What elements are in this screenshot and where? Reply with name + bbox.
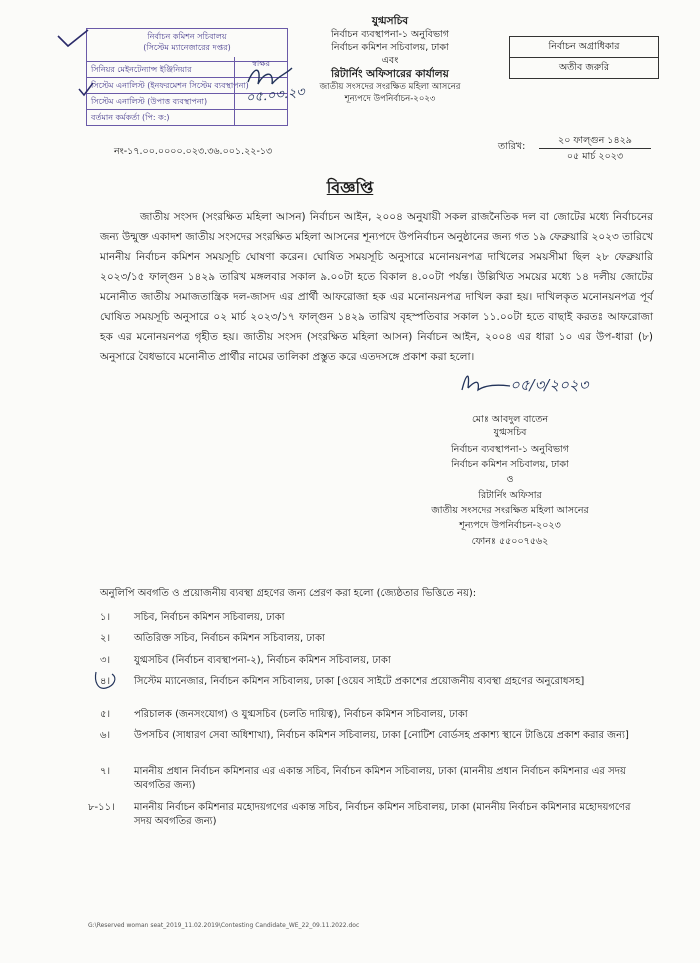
date-divider — [539, 148, 651, 149]
priority-box — [509, 36, 659, 79]
office-header — [290, 14, 490, 105]
signature-date: ০৫/৩/২০২৩ — [510, 376, 589, 394]
header-line: নির্বাচন ব্যবস্থাপনা-১ অনুবিভাগ — [330, 29, 450, 40]
list-text: অতিরিক্ত সচিব, নির্বাচন কমিশন সচিবালয়, ঢাকা — [134, 633, 325, 644]
list-number: ৬। — [100, 730, 111, 741]
list-text: সিস্টেম ম্যানেজার, নির্বাচন কমিশন সচিবালয়, ঢাকা [ওয়েব সাইটে প্রকাশের প্রয়োজনীয় ব্যবস্থা গ্রহণের অনুরোধসহ] — [134, 676, 585, 687]
header-line: এবং — [381, 55, 399, 66]
signature-scribble — [454, 368, 514, 396]
header-designation: যুগ্মসচিব — [371, 15, 409, 27]
list-text: মাননীয় নির্বাচন কমিশনার মহোদয়গণের একান্ত সচিব, নির্বাচন কমিশন সচিবালয়, ঢাকা (মাননীয় নির্বাচন কমিশনার মহোদয়গণের সদয় অবগতির জন্য) — [134, 802, 631, 827]
list-number: ৩। — [100, 655, 111, 666]
list-number: ২। — [100, 633, 111, 644]
list-number: ৪। — [100, 676, 111, 687]
list-text: যুগ্মসচিব (নির্বাচন ব্যবস্থাপনা-২), নির্বাচন কমিশন সচিবালয়, ঢাকা — [134, 655, 391, 666]
urgent-label: অতীব জরুরি — [510, 57, 658, 78]
footer-file-path: G:\Reserved woman seat_2019_11.02.2019\Contesting Candidate_WE_22_09.11.2022.doc — [88, 922, 360, 929]
date-label: তারিখ: — [498, 141, 526, 152]
header-line: জাতীয় সংসদের সংরক্ষিত মহিলা আসনের — [319, 82, 461, 92]
signatory-line: শূন্যপদে উপনির্বাচন-২০২৩ — [459, 520, 561, 531]
pen-mark — [92, 668, 122, 694]
signatory-line: নির্বাচন কমিশন সচিবালয়, ঢাকা — [451, 459, 569, 470]
signatory-line: নির্বাচন ব্যবস্থাপনা-১ অনুবিভাগ — [450, 444, 570, 455]
signatory-line: রিটার্নিং অফিসার — [478, 490, 542, 501]
signatory-phone: ফোনঃ ৫৫০০৭৫৬২ — [471, 536, 549, 547]
header-line: শূন্যপদে উপনির্বাচন-২০২৩ — [344, 94, 436, 104]
check-mark-icon — [56, 28, 90, 50]
list-number: ৫। — [100, 709, 111, 720]
distribution-intro: অনুলিপি অবগতি ও প্রয়োজনীয় ব্যবস্থা গ্রহণের জন্য প্রেরণ করা হলো (জ্যেষ্ঠতার ভিত্তিতে নয়): — [100, 588, 477, 599]
notice-title: বিজ্ঞপ্তি — [326, 178, 374, 197]
priority-label: নির্বাচন অগ্রাধিকার — [548, 41, 620, 52]
list-number: ১। — [100, 612, 111, 623]
stamp-row: সিস্টেম এনালিস্ট (ইনফরমেশন সিস্টেম ব্যবস্থাপনা) — [87, 77, 287, 93]
signatory-line: ও — [506, 474, 514, 485]
list-number: ৭। — [100, 766, 111, 777]
date-block — [533, 134, 657, 163]
stamp-row: সিস্টেম এনালিস্ট (উপাত্ত ব্যবস্থাপনা) — [87, 93, 287, 109]
list-number: ৮-১১। — [88, 802, 115, 813]
signatory-line: জাতীয় সংসদের সংরক্ষিত মহিলা আসনের — [431, 505, 589, 516]
signature-block — [410, 413, 610, 548]
list-text: মাননীয় প্রধান নির্বাচন কমিশনার এর একান্ত সচিব, নির্বাচন কমিশন সচিবালয়, ঢাকা (মাননীয় প্রধান নির্বাচন কমিশনার এর সদয় অবগতির জন্য) — [134, 766, 626, 791]
notice-body: জাতীয় সংসদ (সংরক্ষিত মহিলা আসন) নির্বাচন আইন, ২০০৪ অনুযায়ী সকল রাজনৈতিক দল বা জোটের মধ্যে নির্বাচনের জন্য উন্মুক্ত একাদশ জাতীয় সংসদের সংরক্ষিত মহিলা আসনের শূন্যপদে উপনির্বাচন অনুষ্ঠানের জন্য গত ১৯ ফেব্রুয়ারি ২০২৩ তারিখে মাননীয় নির্বাচন কমিশন সময়সূচি ঘোষণা করেন। ঘোষিত সময়সূচি অনুসারে মনোনয়নপত্র দাখিলের সময়সীমা ছিল ২৮ ফেব্রুয়ারি ২০২৩/১৫ ফাল্গুন ১৪২৯ তারিখ মঙ্গলবার সকাল ৯.০০টা হতে বিকাল ৪.০০টা পর্যন্ত। উল্লিখিত সময়ের মধ্যে ১৪ দলীয় জোটের মনোনীত জাতীয় সমাজতান্ত্রিক দল-জাসদ এর প্রার্থী আফরোজা হক এর মনোনয়নপত্র দাখিল করা হয়। দাখিলকৃত মনোনয়নপত্র পূর্ব ঘোষিত সময়সূচি অনুসারে ০২ মার্চ ২০২৩/১৭ ফাল্গুন ১৪২৯ তারিখ বৃহস্পতিবার সকাল ১১.০০টা হতে বাছাই করতঃ আফরোজা হক এর মনোনয়নপত্র গৃহীত হয়। জাতীয় সংসদ (সংরক্ষিত মহিলা আসন) নির্বাচন আইন, ২০০৪ এর ধারা ১০ এর উপ-ধারা (৮) অনুসারে বৈধভাবে মনোনীত প্রার্থীর নামের তালিকা প্রস্তুত করে এতদসঙ্গে প্রকাশ করা হলো। — [100, 211, 653, 363]
header-office: রিটার্নিং অফিসারের কার্যালয় — [331, 68, 449, 80]
memo-number: নং-১৭.০০.০০০০.০২৩.৩৬.০০১.২২-১৩ — [114, 146, 273, 157]
stamp-row: সিনিয়র মেইনটেন্যান্স ইঞ্জিনিয়ার — [87, 61, 287, 77]
signatory-name: মোঃ আবদুল বাতেন — [471, 414, 549, 425]
list-text: উপসচিব (সাধারণ সেবা অধিশাখা), নির্বাচন কমিশন সচিবালয়, ঢাকা [নোটিশ বোর্ডসহ প্রকাশ্য স্থানে টাঙিয়ে প্রকাশ করার জন্য] — [134, 730, 629, 741]
check-mark-icon — [78, 82, 94, 98]
stamp-title: নির্বাচন কমিশন সচিবালয় — [147, 32, 227, 41]
stamp-subtitle: (সিস্টেম ম্যানেজারের দপ্তর) — [143, 43, 231, 52]
list-text: পরিচালক (জনসংযোগ) ও যুগ্মসচিব (চলতি দায়িত্ব), নির্বাচন কমিশন সচিবালয়, ঢাকা — [134, 709, 468, 720]
stamp-row: বর্তমান কর্মকর্তা (পি: ক:) — [87, 109, 287, 125]
signatory-designation: যুগ্মসচিব — [493, 427, 527, 438]
stamp-handwritten-date: ০৫.০৩.২৩ — [245, 84, 306, 107]
header-line: নির্বাচন কমিশন সচিবালয়, ঢাকা — [331, 42, 449, 53]
date-english: ০৫ মার্চ ২০২৩ — [566, 151, 624, 162]
stamp-right-label: স্বাক্ষর — [251, 59, 271, 68]
date-bangla: ২০ ফাল্গুন ১৪২৯ — [558, 135, 632, 146]
list-text: সচিব, নির্বাচন কমিশন সচিবালয়, ঢাকা — [134, 612, 285, 623]
